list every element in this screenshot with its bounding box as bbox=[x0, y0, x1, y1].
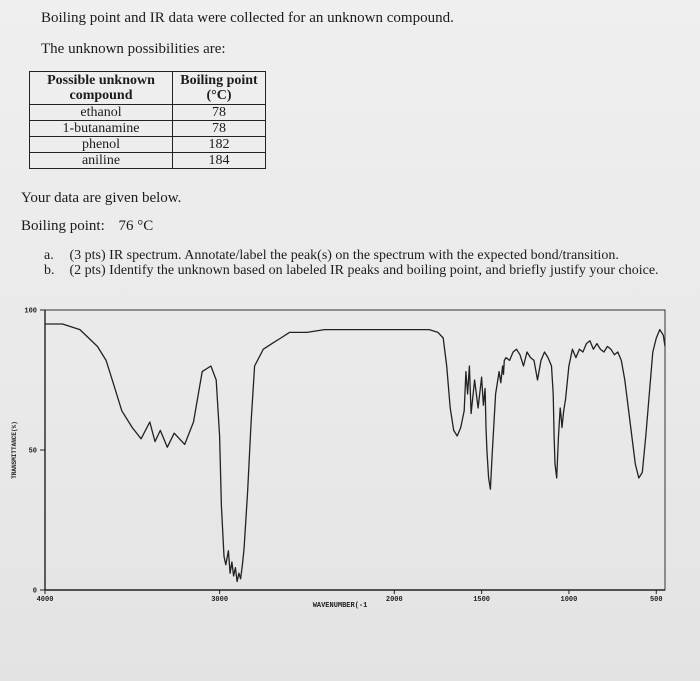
header-boiling-point: Boiling point (°C) bbox=[173, 72, 266, 105]
x-tick-label: 3000 bbox=[211, 596, 229, 604]
bp-cell: 78 bbox=[173, 121, 266, 137]
y-tick-label: 0 bbox=[32, 587, 37, 596]
ir-spectrum-chart bbox=[0, 288, 700, 618]
question-letter: a. bbox=[44, 248, 54, 263]
y-tick-label: 50 bbox=[28, 447, 37, 456]
compound-cell: 1-butanamine bbox=[30, 121, 173, 137]
question-text: (2 pts) Identify the unknown based on labeled IR peaks and boiling point, and briefly justify your choice. bbox=[69, 263, 659, 278]
bp-cell: 184 bbox=[173, 153, 266, 169]
unknowns-table bbox=[29, 71, 266, 169]
y-tick-label: 100 bbox=[24, 307, 37, 316]
x-axis-label: WAVENUMBER(-1 bbox=[312, 602, 368, 610]
header-compound: Possible unknown compound bbox=[30, 72, 173, 105]
possibilities-label: The unknown possibilities are: bbox=[41, 41, 226, 57]
bp-cell: 182 bbox=[173, 137, 266, 153]
table-header-row bbox=[30, 72, 266, 105]
spectrum-series-line bbox=[45, 324, 665, 582]
x-tick-label: 1000 bbox=[560, 596, 578, 604]
question-a bbox=[44, 248, 619, 264]
y-ticks bbox=[24, 308, 45, 596]
compound-cell: phenol bbox=[30, 137, 173, 153]
table-row bbox=[30, 105, 266, 121]
x-tick-label: 1500 bbox=[473, 596, 491, 604]
table-row bbox=[30, 153, 266, 169]
question-text: (3 pts) IR spectrum. Annotate/label the peak(s) on the spectrum with the expected bond/transition. bbox=[69, 248, 619, 263]
boiling-point-label: Boiling point: bbox=[21, 218, 105, 234]
boiling-point-line bbox=[21, 218, 153, 235]
x-tick-label: 500 bbox=[649, 596, 663, 604]
boiling-point-value: 76 °C bbox=[118, 218, 154, 234]
question-letter: b. bbox=[44, 263, 55, 278]
y-axis-label: TRANSMITTANCE(%) bbox=[11, 421, 18, 479]
compound-cell: aniline bbox=[30, 153, 173, 169]
question-b bbox=[44, 263, 659, 279]
table-row bbox=[30, 137, 266, 153]
bp-cell: 78 bbox=[173, 105, 266, 121]
x-tick-label: 4000 bbox=[36, 596, 54, 604]
intro-text: Boiling point and IR data were collected for an unknown compound. bbox=[41, 10, 454, 26]
compound-cell: ethanol bbox=[30, 105, 173, 121]
data-intro-text: Your data are given below. bbox=[21, 190, 182, 206]
x-tick-label: 2000 bbox=[385, 596, 403, 604]
table-row bbox=[30, 121, 266, 137]
